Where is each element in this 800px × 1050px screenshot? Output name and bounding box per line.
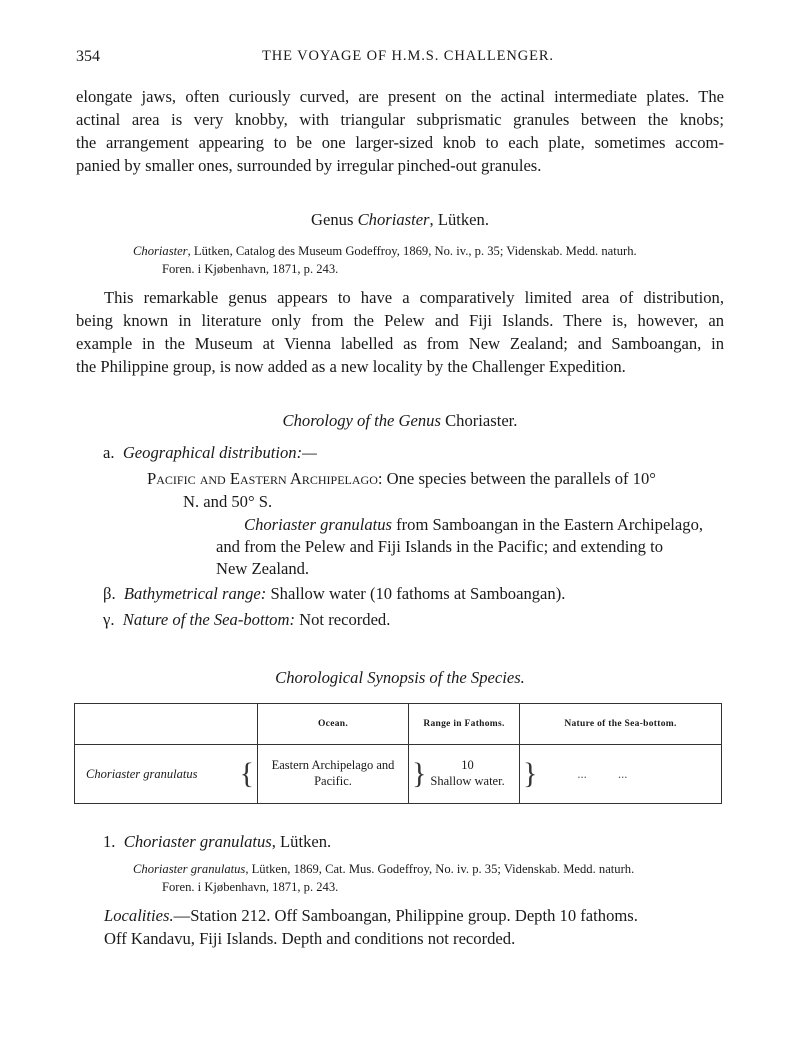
right-brace-icon: } bbox=[412, 757, 427, 790]
synopsis-species-name: Choriaster granulatus bbox=[86, 766, 198, 781]
synopsis-table bbox=[74, 703, 722, 804]
genus-heading-prefix: Genus bbox=[311, 210, 358, 229]
pacific-region-text: : One species between the parallels of 10° bbox=[377, 469, 656, 488]
synopsis-cell-range bbox=[409, 745, 520, 804]
genus-heading-author: , Lütken. bbox=[429, 210, 489, 229]
chorology-heading-plain: Choriaster. bbox=[440, 411, 518, 430]
genus-reference-line-1 bbox=[133, 244, 637, 259]
synopsis-header-species bbox=[75, 704, 258, 745]
species-entry-author: , Lütken. bbox=[271, 832, 332, 851]
right-brace-icon: } bbox=[523, 757, 538, 790]
bathymetrical-label: Bathymetrical range: bbox=[123, 584, 267, 603]
synopsis-cell-bottom bbox=[520, 745, 722, 804]
species-entry-name: Choriaster granulatus bbox=[123, 832, 272, 851]
synopsis-header-ocean: Ocean. bbox=[258, 704, 409, 745]
sea-bottom-text: Not recorded. bbox=[295, 610, 391, 629]
item-marker-gamma: γ. bbox=[103, 610, 115, 629]
geo-distribution-item bbox=[103, 443, 317, 463]
running-title: THE VOYAGE OF H.M.S. CHALLENGER. bbox=[262, 48, 554, 64]
genus-heading bbox=[0, 210, 800, 230]
localities-line-1 bbox=[104, 906, 638, 926]
chorology-heading bbox=[0, 411, 800, 431]
intro-line-3: the arrangement appearing to be one larger-sized knob to each plate, sometimes accom- bbox=[76, 133, 724, 152]
synopsis-header-bottom: Nature of the Sea-bottom. bbox=[520, 704, 722, 745]
synopsis-ocean-line-2: Pacific. bbox=[314, 774, 352, 788]
species-distribution-line-2: and from the Pelew and Fiji Islands in the Pacific; and extending to bbox=[216, 537, 664, 556]
localities-text: —Station 212. Off Samboangan, Philippine group. Depth 10 fathoms. bbox=[173, 906, 638, 925]
genus-body-line-2: being known in literature only from the Pelew and Fiji Islands. There is, however, an bbox=[76, 311, 724, 330]
bathymetrical-text: Shallow water (10 fathoms at Samboangan). bbox=[266, 584, 566, 603]
species-distribution-line-3: New Zealand. bbox=[216, 559, 310, 578]
synopsis-header-row bbox=[75, 704, 722, 745]
genus-reference-name: Choriaster bbox=[133, 244, 188, 258]
species-distribution-name: Choriaster granulatus bbox=[244, 515, 392, 534]
intro-line-1: elongate jaws, often curiously curved, are present on the actinal intermediate plates. The bbox=[76, 87, 724, 106]
genus-body-line-4: the Philippine group, is now added as a new locality by the Challenger Expedition. bbox=[76, 357, 626, 376]
synopsis-data-row bbox=[75, 745, 722, 804]
item-marker-beta: β. bbox=[103, 584, 116, 603]
synopsis-ocean-line-1: Eastern Archipelago and bbox=[271, 758, 395, 773]
genus-body-line-3: example in the Museum at Vienna labelled as from New Zealand; and Samboangan, in bbox=[76, 334, 724, 353]
genus-heading-name: Choriaster bbox=[357, 210, 430, 229]
synopsis-range-line-1: 10 bbox=[461, 758, 474, 773]
synopsis-cell-ocean bbox=[258, 745, 409, 804]
species-distribution-text: from Samboangan in the Eastern Archipelago, bbox=[391, 515, 704, 534]
species-reference-line-1 bbox=[133, 862, 634, 877]
synopsis-title: Chorological Synopsis of the Species. bbox=[275, 668, 525, 687]
localities-line-2: Off Kandavu, Fiji Islands. Depth and conditions not recorded. bbox=[104, 929, 516, 948]
bathymetrical-item bbox=[103, 584, 565, 604]
sea-bottom-label: Nature of the Sea-bottom: bbox=[122, 610, 295, 629]
left-brace-icon: { bbox=[239, 757, 254, 790]
synopsis-header-range: Range in Fathoms. bbox=[409, 704, 520, 745]
synopsis-bottom-value: ... ... bbox=[577, 766, 628, 781]
species-entry-number: 1. bbox=[103, 832, 116, 851]
genus-reference-rest: , Lütken, Catalog des Museum Godeffroy, 1869, No. iv., p. 35; Videnskab. Medd. naturh. bbox=[187, 244, 637, 258]
intro-line-2: actinal area is very knobby, with triangular subprismatic granules between the knobs; bbox=[76, 110, 724, 129]
chorology-heading-italic: Chorology of the Genus bbox=[282, 411, 441, 430]
page-number: 354 bbox=[76, 48, 100, 65]
species-distribution-line-1 bbox=[244, 515, 703, 535]
localities-label: Localities. bbox=[104, 906, 174, 925]
species-reference-line-2: Foren. i Kjøbenhavn, 1871, p. 243. bbox=[162, 880, 339, 894]
sea-bottom-item bbox=[103, 610, 390, 630]
pacific-region-label: Pacific and Eastern Archipelago bbox=[147, 469, 378, 488]
species-entry-heading bbox=[103, 832, 331, 852]
species-reference-rest: , Lütken, 1869, Cat. Mus. Godeffroy, No. iv. p. 35; Videnskab. Medd. naturh. bbox=[245, 862, 635, 876]
genus-body-line-1: This remarkable genus appears to have a comparatively limited area of distribution, bbox=[104, 288, 724, 307]
genus-reference-line-2: Foren. i Kjøbenhavn, 1871, p. 243. bbox=[162, 262, 339, 276]
species-reference-name: Choriaster granulatus bbox=[133, 862, 246, 876]
synopsis-range-line-2: Shallow water. bbox=[430, 774, 505, 788]
pacific-line-2: N. and 50° S. bbox=[183, 492, 273, 511]
intro-line-4: panied by smaller ones, surrounded by irregular pinched-out granules. bbox=[76, 156, 542, 175]
pacific-line-1 bbox=[147, 469, 656, 489]
item-marker-a: a. bbox=[103, 443, 115, 462]
geo-distribution-label: Geographical distribution:— bbox=[122, 443, 317, 462]
synopsis-cell-species bbox=[75, 745, 258, 804]
